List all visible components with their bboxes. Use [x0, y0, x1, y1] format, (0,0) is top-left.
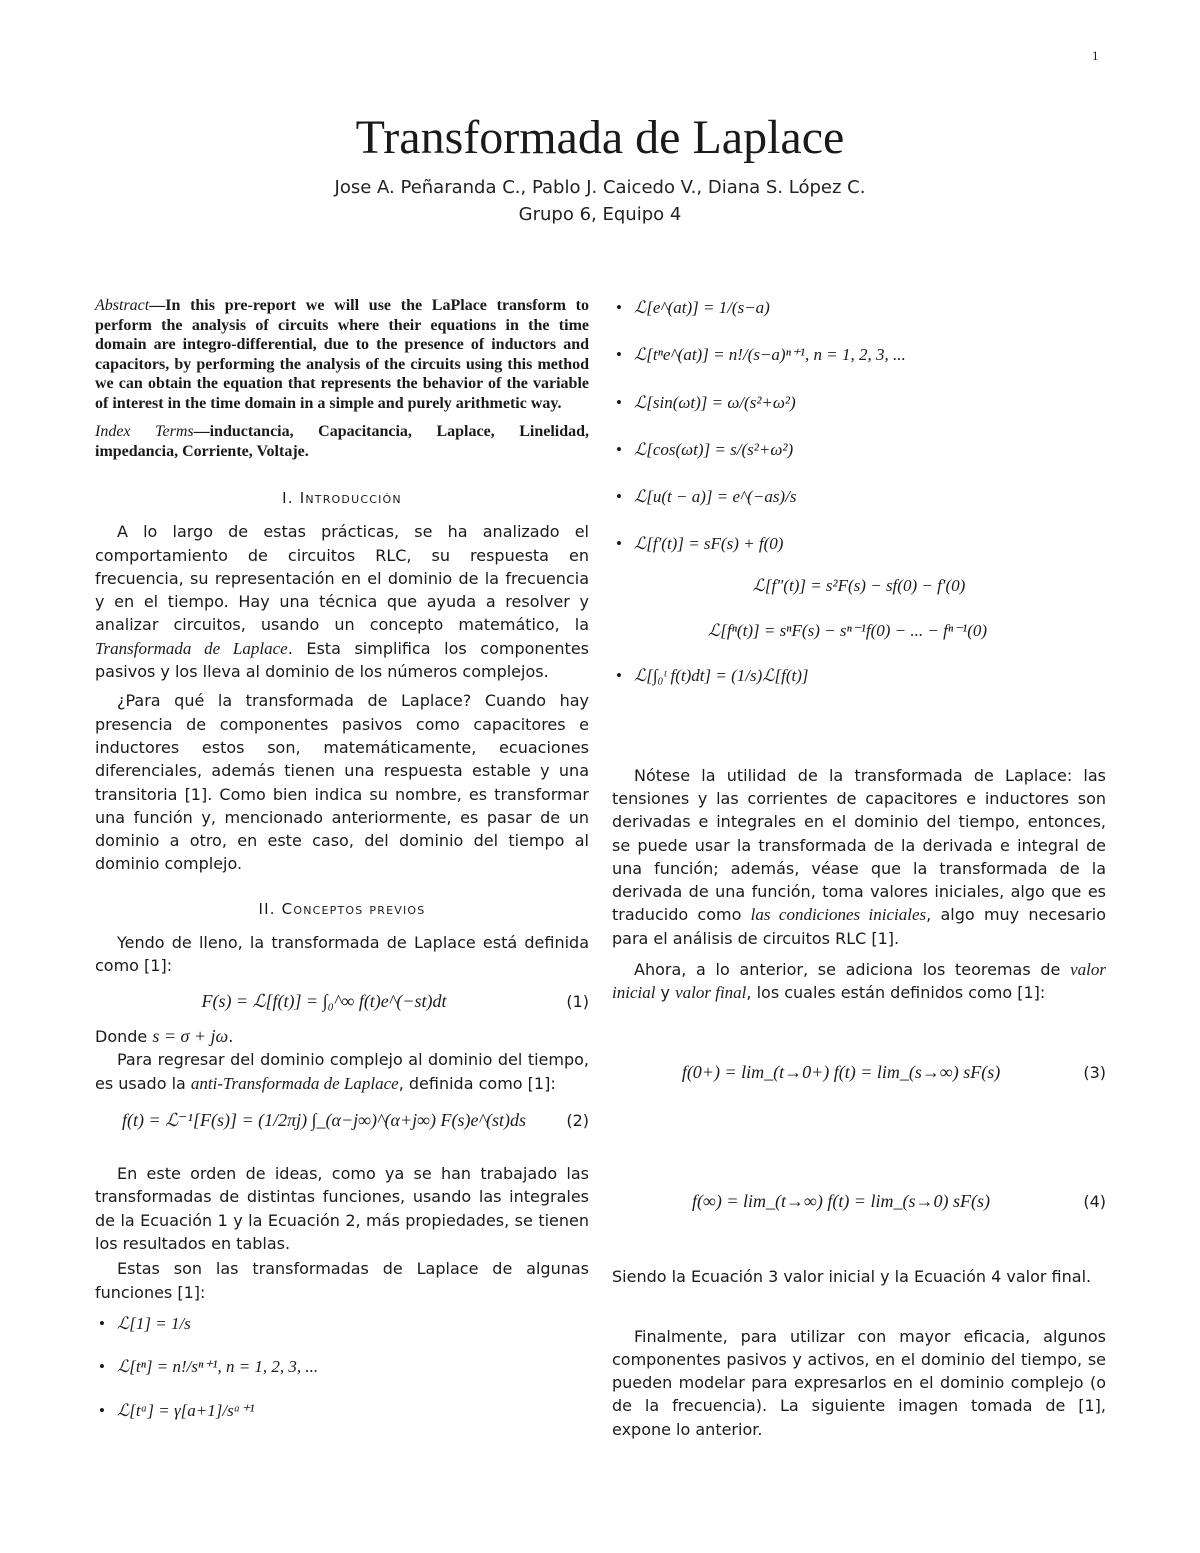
theorem-emphasis-final: valor final — [675, 983, 747, 1003]
equation-3-number: (3) — [1083, 1062, 1106, 1082]
list-item: • ℒ[u(t − a)] = e^(−as)/s — [612, 485, 1106, 508]
equation-1-body: F(s) = ℒ[f(t)] = ∫₀^∞ f(t)e^(−st)dt — [201, 990, 447, 1011]
paper-title: Transformada de Laplace — [355, 111, 845, 164]
theorem-text-b: , los cuales están definidos como [1]: — [746, 983, 1046, 1003]
intro-paragraph-2: ¿Para qué la transformada de Laplace? Cuando hay presencia de componentes pasivos como capacitores e inductores estos son, matemáticamente, ecuaciones diferenciales, además tienen una respuesta estable y una transitoria [1]. Como bien indica su nombre, es transformar una función y, mencionado anteriormente, es pasar de un dominio a otro, en este caso, del dominio del tiempo al dominio complejo. — [95, 691, 589, 874]
list-item: • ℒ[sin(ωt)] = ω/(s²+ω²) — [612, 391, 1106, 414]
transforms-list-right — [612, 296, 1106, 556]
note-text-b: , algo muy necesario para el análisis de circuitos RLC [1]. — [612, 905, 1106, 948]
prev-paragraph-2 — [95, 1048, 589, 1095]
index-terms-text: —inductancia, Capacitancia, Laplace, Linelidad, impedancia, Corriente, Voltaje. — [95, 423, 590, 460]
abstract — [95, 296, 589, 413]
theorem-text-mid: y — [655, 983, 676, 1003]
equation-4 — [612, 1190, 1106, 1213]
prev-p2-text-a: Para regresar del dominio complejo al dominio del tiempo, es usado la — [95, 1050, 589, 1093]
nth-derivative-transform: ℒ[fⁿ(t)] = sⁿF(s) − sⁿ⁻¹f(0) − ... − fⁿ⁻¹(0) — [708, 621, 988, 641]
siendo-paragraph: Siendo la Ecuación 3 valor inicial y la Ecuación 4 valor final. — [612, 1267, 1092, 1287]
note-paragraph — [612, 764, 1106, 950]
transforms-list-integral — [612, 664, 1106, 687]
theorem-text-a: Ahora, a lo anterior, se adiciona los teoremas de — [634, 960, 1071, 980]
equation-3-body: f(0+) = lim_(t→0+) f(t) = lim_(s→∞) sF(s) — [681, 1061, 1001, 1082]
section-heading-intro: I. Introducción — [282, 489, 402, 507]
index-terms — [95, 422, 589, 461]
equation-2-body: f(t) = ℒ⁻¹[F(s)] = (1/2πj) ∫_(α−j∞)^(α+j∞) F(s)e^(st)ds — [121, 1109, 527, 1130]
list-item: • ℒ[cos(ωt)] = s/(s²+ω²) — [612, 438, 1106, 461]
section-heading-prev: II. Conceptos previos — [258, 899, 426, 918]
note-emphasis: las condiciones iniciales — [750, 905, 927, 925]
intro-p1-text-b: . Esta simplifica los componentes pasivos y los lleva al dominio de los números complejos. — [95, 638, 589, 682]
theorem-paragraph — [612, 958, 1106, 1005]
left-column — [95, 296, 589, 1422]
final-paragraph: Finalmente, para utilizar con mayor eficacia, algunos componentes pasivos y activos, en el dominio del tiempo, se pueden modelar para expresarlos en el dominio complejo (o de la frecuencia). La siguiente imagen tomada de [1], expone lo anterior. — [612, 1326, 1106, 1439]
right-column — [612, 296, 1106, 1441]
donde-line — [95, 1025, 589, 1048]
intro-p1-text-a: A lo largo de estas prácticas, se ha analizado el comportamiento de circuitos RLC, su respuesta en frecuencia, su representación en el dominio de la frecuencia y en el tiempo. Hay una técnica que ayuda a resolver y analizar circuitos, usando un concepto matemático, la — [95, 522, 589, 635]
list-item: • ℒ[tᵃ] = γ[a+1]/sᵃ⁺¹ — [95, 1399, 589, 1422]
paper-authors: Jose A. Peñaranda C., Pablo J. Caicedo V., Diana S. López C. — [334, 177, 866, 198]
abstract-lead: Abstract — [95, 297, 150, 314]
prev-paragraph-3: En este orden de ideas, como ya se han trabajado las transformadas de distintas funciones, usando las integrales de la Ecuación 1 y la Ecuación 2, más propiedades, se tienen los resultados en tablas. — [95, 1164, 589, 1254]
equation-2 — [95, 1109, 589, 1132]
index-terms-lead: Index Terms — [95, 423, 194, 440]
page-number: 1 — [1092, 48, 1099, 63]
equation-4-number: (4) — [1083, 1191, 1106, 1211]
list-item: • ℒ[e^(at)] = 1/(s−a) — [612, 296, 1106, 319]
prev-paragraph-4: Estas son las transformadas de Laplace de algunas funciones [1]: — [95, 1259, 589, 1302]
paper-group: Grupo 6, Equipo 4 — [518, 204, 682, 225]
equation-3 — [612, 1061, 1106, 1084]
equation-1 — [95, 990, 589, 1013]
theorem-emphasis-initial: valor inicial — [612, 960, 1106, 1003]
transforms-list-left — [95, 1312, 589, 1422]
list-item: • ℒ[1] = 1/s — [95, 1312, 589, 1335]
second-derivative-transform: ℒ[f″(t)] = s²F(s) − sf(0) − f′(0) — [752, 575, 966, 595]
prev-paragraph-1: Yendo de lleno, la transformada de Laplace está definida como [1]: — [95, 933, 589, 976]
intro-p1-emphasis: Transformada de Laplace — [95, 638, 288, 658]
list-item: • ℒ[∫₀ᵗ f(t)dt] = (1/s)ℒ[f(t)] — [612, 664, 1106, 687]
donde-math: s = σ + jω — [152, 1025, 229, 1046]
prev-p2-text-b: , definida como [1]: — [398, 1073, 556, 1093]
note-text-a: Nótese la utilidad de la transformada de Laplace: las tensiones y las corrientes de capacitores e inductores son derivadas e integrales en el dominio del tiempo, entonces, se puede usar la transformada de la derivada e integral de una función; además, véase que la transformada de la derivada de una función, toma valores iniciales, algo que es traducido como — [612, 765, 1106, 925]
prev-p2-emphasis: anti-Transformada de Laplace — [190, 1073, 399, 1093]
donde-end: . — [228, 1026, 234, 1046]
equation-2-number: (2) — [566, 1110, 589, 1130]
abstract-text: —In this pre-report we will use the LaPlace transform to perform the analysis of circuits where their equations in the time domain are integro-differential, due to the presence of inductors and capacitors, by performing the analysis of the circuits using this method we can obtain the equation that represents the behavior of the variable of interest in the time domain in a simple and purely arithmetic way. — [95, 297, 589, 412]
list-item: • ℒ[f′(t)] = sF(s) + f(0) — [612, 532, 1106, 555]
intro-paragraph-1 — [95, 520, 589, 683]
equation-1-number: (1) — [566, 991, 589, 1011]
list-item: • ℒ[tⁿe^(at)] = n!/(s−a)ⁿ⁺¹, n = 1, 2, 3, ... — [612, 343, 1106, 366]
equation-4-body: f(∞) = lim_(t→∞) f(t) = lim_(s→0) sF(s) — [692, 1190, 990, 1211]
donde-text: Donde — [95, 1026, 153, 1046]
list-item: • ℒ[tⁿ] = n!/sⁿ⁺¹, n = 1, 2, 3, ... — [95, 1355, 589, 1378]
